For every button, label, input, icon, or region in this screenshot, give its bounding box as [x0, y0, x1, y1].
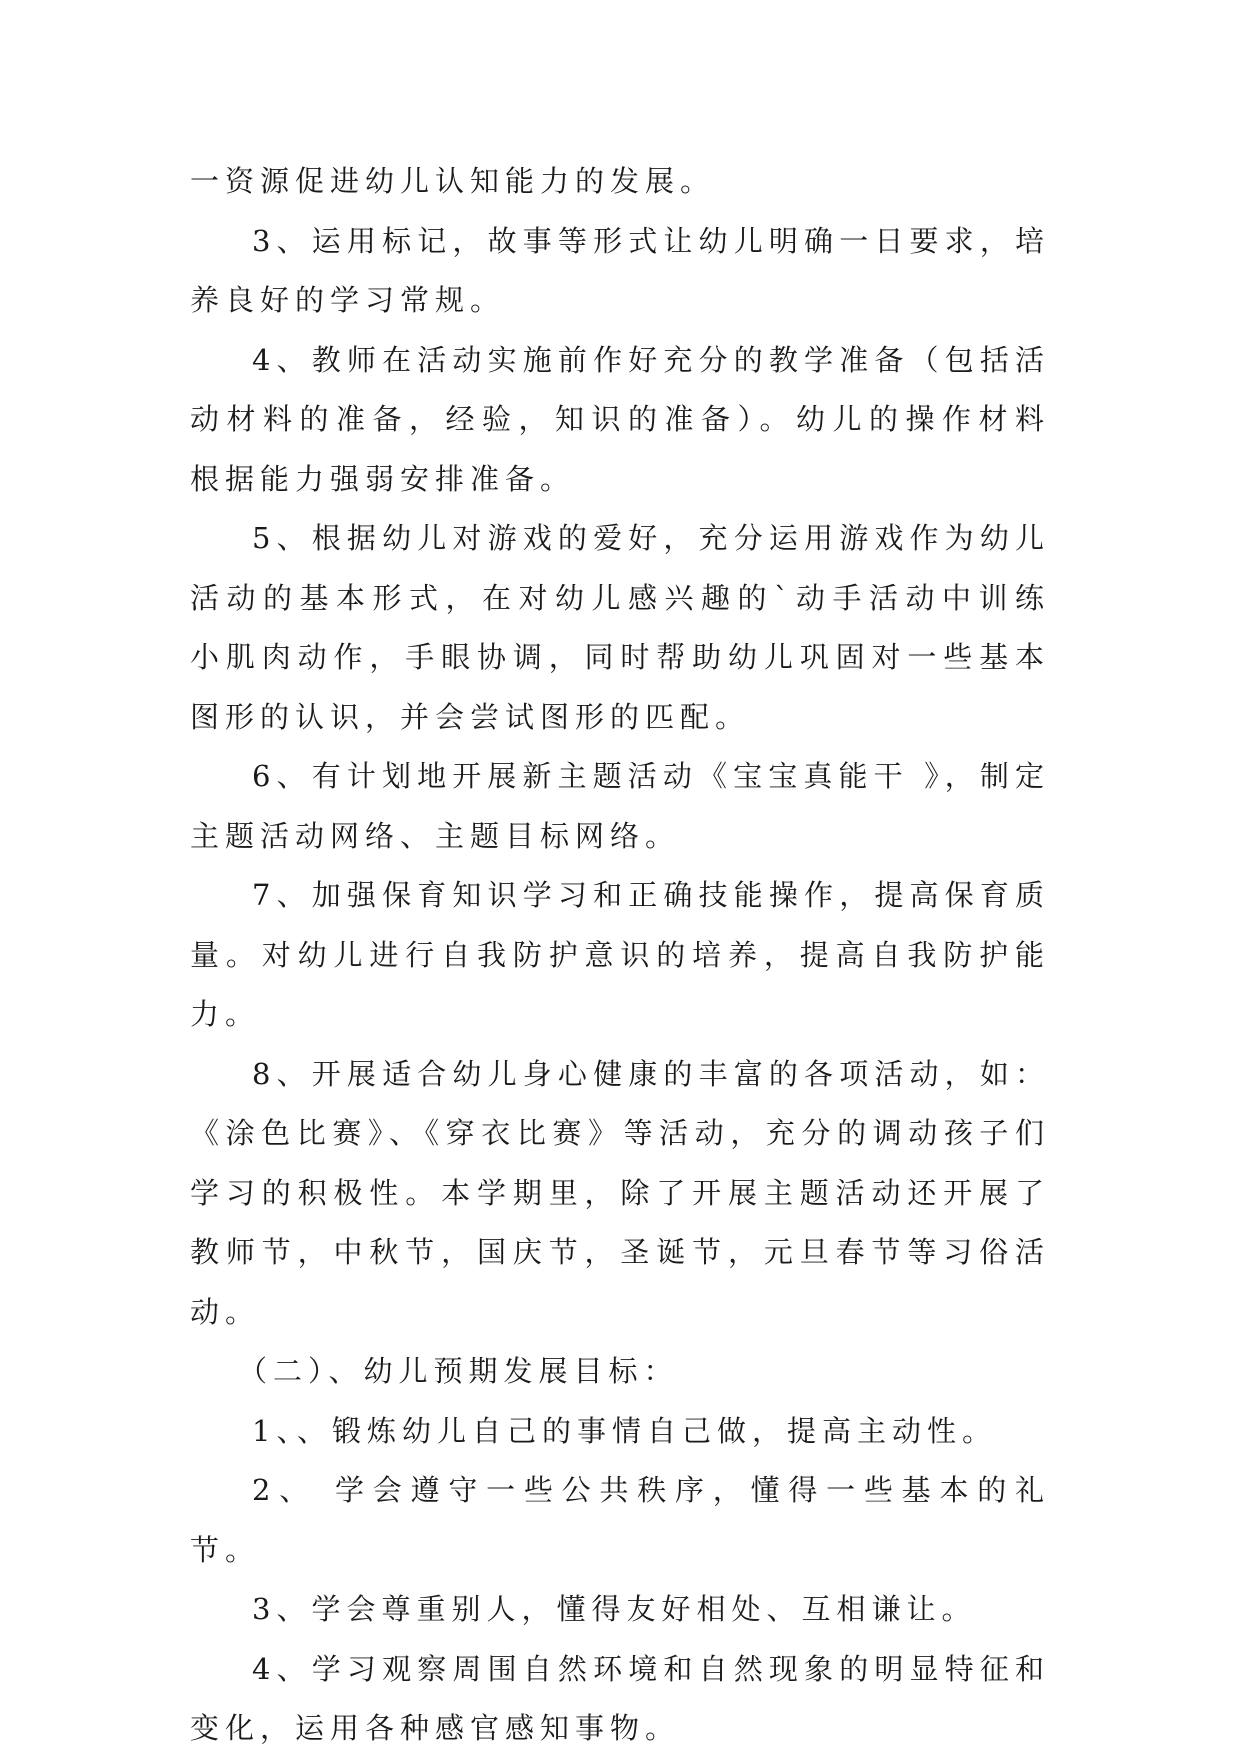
- paragraph-5: 6、有计划地开展新主题活动《宝宝真能干 》，制定主题活动网络、主题目标网络。: [190, 759, 1050, 853]
- document-body: [190, 152, 1050, 1759]
- goal-item-2: 2、 学会遵守一些公共秩序，懂得一些基本的礼节。: [190, 1473, 1050, 1567]
- paragraph-2: 3、运用标记，故事等形式让幼儿明确一日要求，培养良好的学习常规。: [190, 223, 1050, 317]
- paragraph-7: 8、开展适合幼儿身心健康的丰富的各项活动，如：《涂色比赛》、《穿衣比赛》等活动，充分的调动孩子们学习的积极性。本学期里，除了开展主题活动还开展了教师节，中秋节，国庆节，圣诞节，元旦春节等习俗活动。: [190, 1056, 1050, 1329]
- goal-item-3: 3、学会尊重别人，懂得友好相处、互相谦让。: [252, 1592, 977, 1626]
- paragraph-1: 一资源促进幼儿认知能力的发展。: [190, 164, 716, 198]
- paragraph-6: 7、加强保育知识学习和正确技能操作，提高保育质量。对幼儿进行自我防护意识的培养，提高自我防护能力。: [190, 878, 1050, 1031]
- section-heading: （二）、幼儿预期发展目标：: [238, 1354, 679, 1388]
- paragraph-3: 4、教师在活动实施前作好充分的教学准备（包括活动材料的准备，经验，知识的准备）。幼儿的操作材料根据能力强弱安排准备。: [190, 342, 1050, 496]
- goal-item-4: 4、学习观察周围自然环境和自然现象的明显特征和变化，运用各种感官感知事物。: [190, 1651, 1050, 1745]
- goal-item-1: 1、、锻炼幼儿自己的事情自己做，提高主动性。: [252, 1413, 997, 1448]
- paragraph-4: 5、根据幼儿对游戏的爱好，充分运用游戏作为幼儿活动的基本形式，在对幼儿感兴趣的`动手活动中训练小肌肉动作，手眼协调，同时帮助幼儿巩固对一些基本图形的认识，并会尝试图形的匹配。: [190, 521, 1050, 734]
